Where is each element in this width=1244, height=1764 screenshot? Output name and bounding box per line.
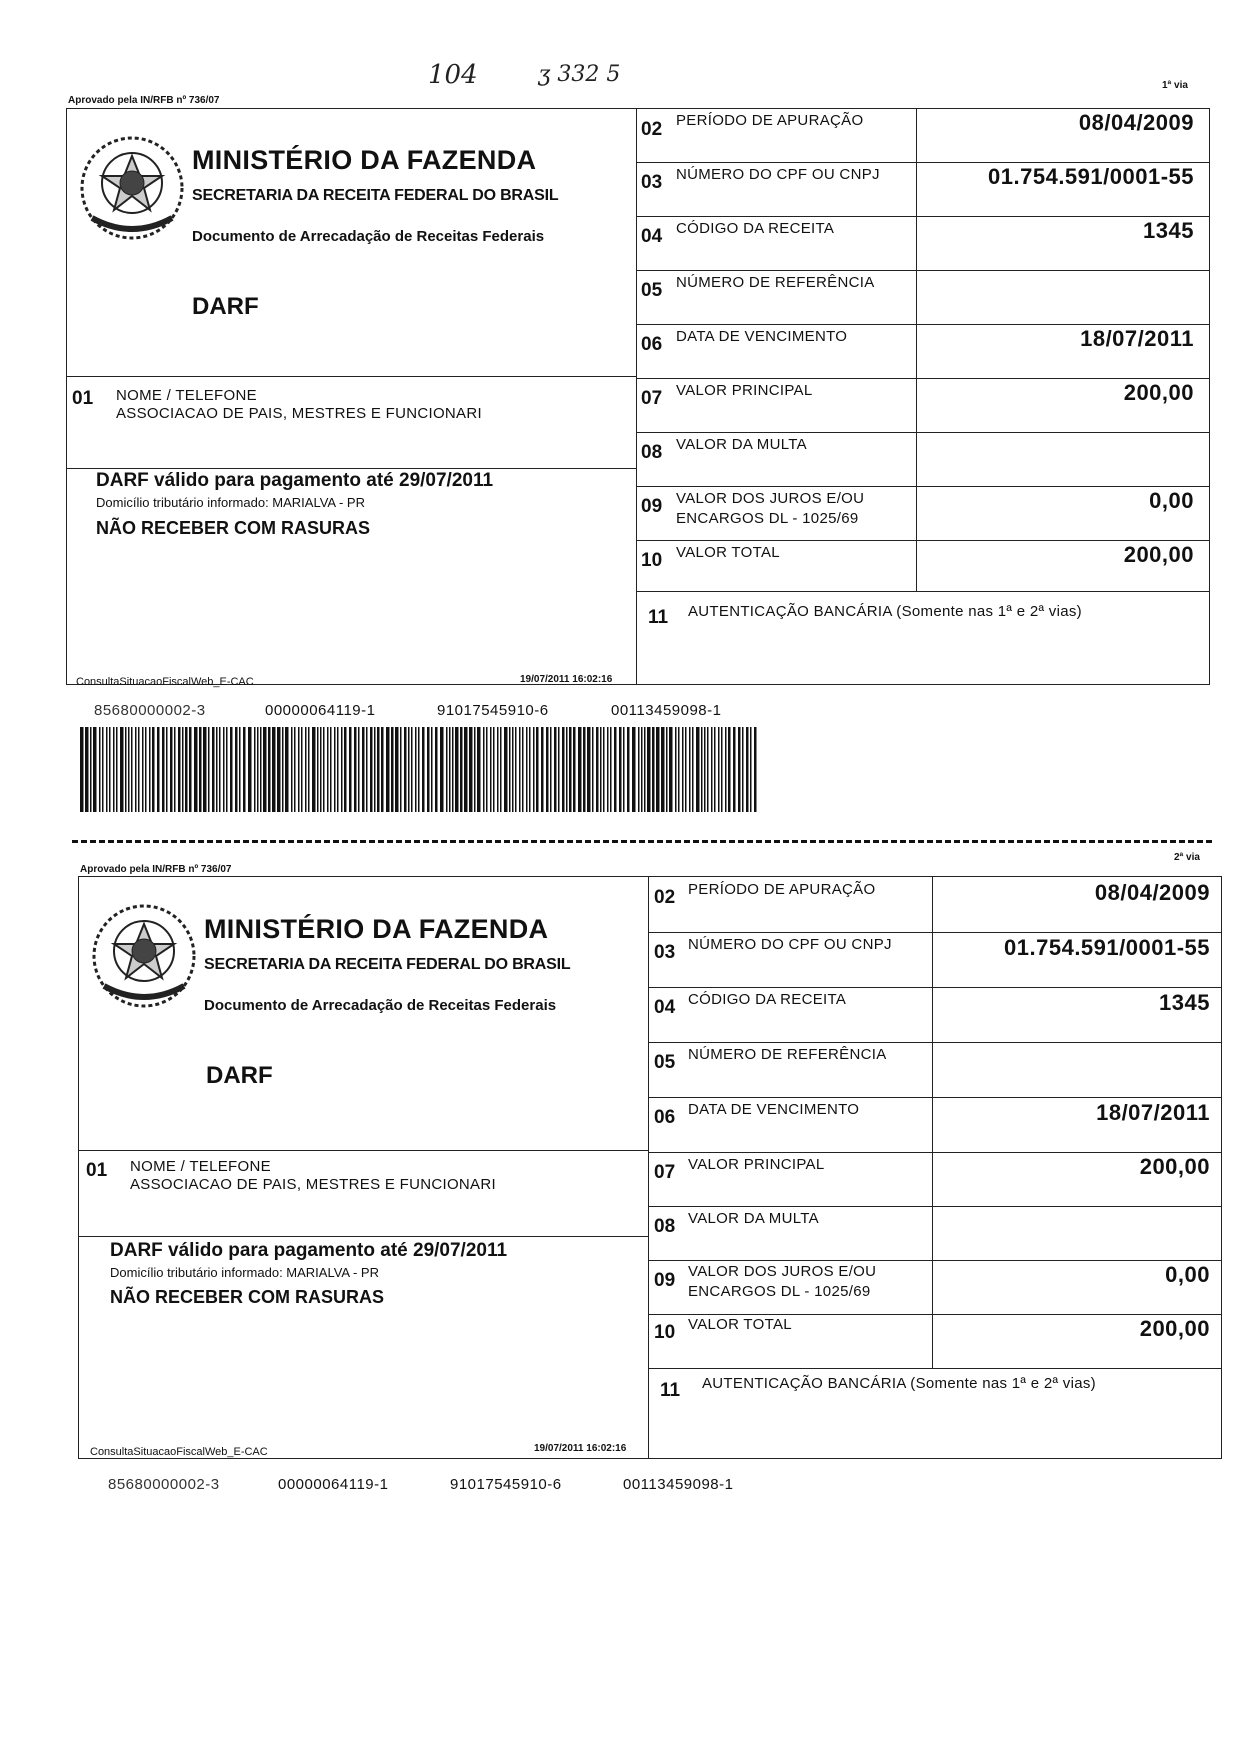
barcode-bar: [509, 727, 511, 812]
barcode-bar: [707, 727, 709, 812]
ministry-title: MINISTÉRIO DA FAZENDA: [192, 145, 537, 175]
barcode-bar: [226, 727, 228, 812]
barcode-bar: [474, 727, 476, 812]
barcode-bar: [738, 727, 741, 812]
barcode-bar: [515, 727, 517, 812]
barcode-bar: [106, 727, 108, 812]
barcode-bar: [285, 727, 289, 812]
barcode-bar: [268, 727, 271, 812]
coat-of-arms-icon: [84, 896, 204, 1016]
field-number: 03: [654, 942, 676, 963]
field-label: DATA DE VENCIMENTO: [688, 1101, 860, 1118]
barcode-bar: [638, 727, 640, 812]
field-number: 02: [641, 119, 663, 140]
barcode-bar: [125, 727, 127, 812]
barcode-bar: [536, 727, 539, 812]
name-phone-label: NOME / TELEFONE: [130, 1158, 271, 1175]
field-label: DATA DE VENCIMENTO: [676, 328, 848, 345]
no-erasures-warning: NÃO RECEBER COM RASURAS: [96, 518, 371, 538]
barcode-bar: [477, 727, 481, 812]
barcode-bar: [330, 727, 332, 812]
barcode-bar: [370, 727, 373, 812]
cut-line: [72, 840, 1212, 843]
via-label: 2ª via: [1174, 852, 1200, 863]
barcode-bar: [320, 727, 322, 812]
field-value: 08/04/2009: [1078, 110, 1194, 135]
field-label: NÚMERO DO CPF OU CNPJ: [688, 936, 892, 953]
timestamp: 19/07/2011 16:02:16: [534, 1443, 627, 1454]
document-title: Documento de Arrecadação de Receitas Federais: [192, 228, 545, 245]
field-label: VALOR TOTAL: [676, 544, 780, 561]
barcode-bar: [308, 727, 310, 812]
barcode-bar: [354, 727, 357, 812]
ministry-title: MINISTÉRIO DA FAZENDA: [204, 914, 549, 944]
barcode-bar: [500, 727, 502, 812]
barcode-digits-1: 85680000002-3: [108, 1476, 220, 1493]
barcode-bar: [90, 727, 92, 812]
barcode-bar: [178, 727, 181, 812]
barcode-bar: [334, 727, 336, 812]
barcode-bar: [131, 727, 133, 812]
field-value: 08/04/2009: [1094, 880, 1210, 905]
barcode-bar: [99, 727, 101, 812]
barcode-bar: [550, 727, 552, 812]
barcode-bar: [490, 727, 492, 812]
handwritten-note-1: 104: [428, 60, 478, 90]
barcode-bar: [219, 727, 221, 812]
barcode-bar: [216, 727, 218, 812]
barcode-bar: [569, 727, 572, 812]
barcode-bar: [596, 727, 599, 812]
barcode-bar: [607, 727, 609, 812]
field-value: 01.754.591/0001-55: [1004, 935, 1210, 960]
field-number: 08: [641, 442, 663, 463]
barcode-bar: [714, 727, 716, 812]
field-number: 10: [654, 1322, 676, 1343]
barcode-digits-4: 00113459098-1: [623, 1476, 734, 1493]
field-number: 04: [641, 226, 663, 247]
barcode-bar: [391, 727, 394, 812]
barcode-bar: [750, 727, 752, 812]
barcode-bar: [452, 727, 454, 812]
barcode-digits-3: 91017545910-6: [450, 1476, 562, 1493]
barcode-bar: [418, 727, 420, 812]
field-label: VALOR PRINCIPAL: [676, 382, 813, 399]
field-label: VALOR DA MULTA: [688, 1210, 819, 1227]
barcode-bar: [263, 727, 267, 812]
barcode-bar: [386, 727, 390, 812]
barcode-bar: [733, 727, 736, 812]
barcode-bar: [678, 727, 680, 812]
timestamp: 19/07/2011 16:02:16: [520, 674, 613, 685]
barcode-bar: [682, 727, 684, 812]
field-value: 200,00: [1123, 380, 1194, 405]
barcode-bar: [349, 727, 352, 812]
barcode-bar: [701, 727, 703, 812]
barcode-bar: [312, 727, 316, 812]
no-erasures-warning: NÃO RECEBER COM RASURAS: [110, 1287, 385, 1307]
barcode-bar: [619, 727, 622, 812]
barcode-bar: [725, 727, 727, 812]
barcode-bar: [272, 727, 276, 812]
field-label: VALOR DOS JUROS E/OU: [676, 490, 865, 507]
barcode-bar: [754, 727, 757, 812]
barcode-bar: [519, 727, 521, 812]
barcode-bar: [374, 727, 376, 812]
field-value: 18/07/2011: [1080, 326, 1194, 351]
barcode-bar: [282, 727, 284, 812]
barcode-bar: [248, 727, 252, 812]
barcode-bar: [504, 727, 508, 812]
barcode-bar: [431, 727, 433, 812]
field-label: NÚMERO DE REFERÊNCIA: [676, 274, 875, 291]
consult-source: ConsultaSituacaoFiscalWeb_E-CAC: [76, 676, 254, 688]
bank-authentication-label: AUTENTICAÇÃO BANCÁRIA (Somente nas 1ª e 2ª vias): [702, 1375, 1096, 1392]
barcode-bar: [305, 727, 307, 812]
field-value: 1345: [1159, 990, 1210, 1015]
name-phone-value: ASSOCIACAO DE PAIS, MESTRES E FUNCIONARI: [116, 405, 482, 422]
barcode-bar: [493, 727, 495, 812]
barcode-bar: [554, 727, 557, 812]
barcode-bar: [610, 727, 612, 812]
field-value: 18/07/2011: [1096, 1100, 1210, 1125]
field-label: VALOR TOTAL: [688, 1316, 792, 1333]
barcode-bar: [711, 727, 713, 812]
barcode-bar: [395, 727, 399, 812]
field-number: 02: [654, 887, 676, 908]
consult-source: ConsultaSituacaoFiscalWeb_E-CAC: [90, 1446, 268, 1458]
field-number: 01: [72, 388, 94, 409]
barcode: [80, 727, 760, 812]
barcode-bar: [116, 727, 118, 812]
barcode-bar: [573, 727, 576, 812]
bank-authentication-label: AUTENTICAÇÃO BANCÁRIA (Somente nas 1ª e 2ª vias): [688, 603, 1082, 620]
field-label: VALOR DOS JUROS E/OU: [688, 1263, 877, 1280]
barcode-digits-3: 91017545910-6: [437, 702, 549, 719]
secretariat-title: SECRETARIA DA RECEITA FEDERAL DO BRASIL: [192, 187, 559, 204]
field-number: 09: [654, 1270, 676, 1291]
barcode-bar: [260, 727, 262, 812]
barcode-bar: [327, 727, 329, 812]
barcode-bar: [603, 727, 605, 812]
field-value: 200,00: [1123, 542, 1194, 567]
barcode-bar: [142, 727, 144, 812]
barcode-bar: [652, 727, 655, 812]
barcode-bar: [526, 727, 528, 812]
barcode-bar: [185, 727, 188, 812]
barcode-bar: [728, 727, 731, 812]
barcode-bar: [415, 727, 417, 812]
barcode-bar: [113, 727, 115, 812]
barcode-bar: [718, 727, 720, 812]
barcode-digits-1: 85680000002-3: [94, 702, 206, 719]
field-value: 200,00: [1139, 1316, 1210, 1341]
barcode-digits-2: 00000064119-1: [265, 702, 376, 719]
barcode-bar: [746, 727, 749, 812]
field-number: 04: [654, 997, 676, 1018]
barcode-bar: [422, 727, 425, 812]
barcode-bar: [566, 727, 568, 812]
barcode-bar: [600, 727, 602, 812]
barcode-bar: [546, 727, 549, 812]
barcode-bar: [199, 727, 202, 812]
valid-until: DARF válido para pagamento até 29/07/2011: [96, 470, 494, 491]
barcode-bar: [277, 727, 281, 812]
barcode-bar: [644, 727, 646, 812]
field-value: 1345: [1143, 218, 1194, 243]
barcode-bar: [533, 727, 535, 812]
barcode-bar: [203, 727, 207, 812]
barcode-bar: [692, 727, 694, 812]
barcode-bar: [696, 727, 700, 812]
barcode-bar: [230, 727, 233, 812]
field-label: CÓDIGO DA RECEITA: [688, 991, 847, 1008]
barcode-bar: [93, 727, 97, 812]
field-number: 03: [641, 172, 663, 193]
barcode-bar: [578, 727, 582, 812]
field-label: NÚMERO DO CPF OU CNPJ: [676, 166, 880, 183]
barcode-bar: [440, 727, 444, 812]
barcode-bar: [675, 727, 677, 812]
barcode-bar: [362, 727, 365, 812]
field-number: 06: [654, 1107, 676, 1128]
barcode-bar: [208, 727, 210, 812]
field-number: 07: [654, 1162, 676, 1183]
barcode-bar: [174, 727, 176, 812]
barcode-bar: [377, 727, 380, 812]
barcode-bar: [85, 727, 89, 812]
barcode-bar: [298, 727, 300, 812]
field-label: VALOR PRINCIPAL: [688, 1156, 825, 1173]
barcode-bar: [641, 727, 643, 812]
barcode-bar: [483, 727, 485, 812]
barcode-bar: [358, 727, 360, 812]
barcode-bar: [138, 727, 140, 812]
barcode-bar: [656, 727, 660, 812]
barcode-bar: [194, 727, 198, 812]
barcode-bar: [239, 727, 241, 812]
name-phone-value: ASSOCIACAO DE PAIS, MESTRES E FUNCIONARI: [130, 1176, 496, 1193]
barcode-bar: [427, 727, 430, 812]
barcode-bar: [182, 727, 184, 812]
barcode-bar: [512, 727, 514, 812]
barcode-bar: [704, 727, 706, 812]
field-number: 06: [641, 334, 663, 355]
barcode-bar: [460, 727, 463, 812]
barcode-bar: [689, 727, 691, 812]
barcode-bar: [135, 727, 137, 812]
field-label: CÓDIGO DA RECEITA: [676, 220, 835, 237]
barcode-bar: [145, 727, 147, 812]
barcode-bar: [685, 727, 687, 812]
barcode-bar: [120, 727, 124, 812]
barcode-bar: [587, 727, 591, 812]
barcode-bar: [344, 727, 347, 812]
barcode-bar: [254, 727, 256, 812]
darf-label: DARF: [206, 1062, 273, 1089]
field-value: 200,00: [1139, 1154, 1210, 1179]
barcode-bar: [558, 727, 560, 812]
barcode-bar: [497, 727, 499, 812]
barcode-bar: [541, 727, 544, 812]
name-phone-label: NOME / TELEFONE: [116, 387, 257, 404]
barcode-bar: [366, 727, 368, 812]
barcode-bar: [449, 727, 451, 812]
barcode-bar: [464, 727, 468, 812]
approval-note: Aprovado pela IN/RFB nº 736/07: [80, 864, 232, 875]
barcode-bar: [294, 727, 296, 812]
field-label-line2: ENCARGOS DL - 1025/69: [688, 1283, 871, 1300]
barcode-bar: [522, 727, 524, 812]
barcode-bar: [102, 727, 104, 812]
field-value: 0,00: [1149, 488, 1194, 513]
coat-of-arms-icon: [72, 128, 192, 248]
barcode-bar: [157, 727, 160, 812]
barcode-bar: [149, 727, 151, 812]
barcode-bar: [301, 727, 303, 812]
handwritten-note-2: ʒ 332 5: [538, 62, 621, 87]
field-value: 01.754.591/0001-55: [988, 164, 1194, 189]
field-number: 09: [641, 496, 663, 517]
field-number: 11: [660, 1380, 681, 1401]
barcode-digits-2: 00000064119-1: [278, 1476, 389, 1493]
barcode-bar: [446, 727, 448, 812]
via-label: 1ª via: [1162, 80, 1188, 91]
field-label-line2: ENCARGOS DL - 1025/69: [676, 510, 859, 527]
barcode-bar: [435, 727, 438, 812]
approval-note: Aprovado pela IN/RFB nº 736/07: [68, 95, 220, 106]
valid-until: DARF válido para pagamento até 29/07/2011: [110, 1240, 508, 1261]
barcode-bar: [166, 727, 168, 812]
barcode-digits-4: 00113459098-1: [611, 702, 722, 719]
barcode-bar: [666, 727, 668, 812]
barcode-bar: [721, 727, 723, 812]
barcode-bar: [627, 727, 630, 812]
barcode-bar: [661, 727, 665, 812]
barcode-bar: [257, 727, 259, 812]
barcode-bar: [212, 727, 215, 812]
field-label: VALOR DA MULTA: [676, 436, 807, 453]
document-title: Documento de Arrecadação de Receitas Federais: [204, 997, 557, 1014]
barcode-bar: [404, 727, 407, 812]
barcode-bar: [614, 727, 617, 812]
field-number: 11: [648, 607, 669, 628]
domicile: Domicílio tributário informado: MARIALVA - PR: [96, 495, 365, 510]
barcode-bar: [455, 727, 459, 812]
barcode-bar: [162, 727, 165, 812]
barcode-bar: [592, 727, 594, 812]
barcode-bar: [381, 727, 384, 812]
field-label: PERÍODO DE APURAÇÃO: [688, 881, 876, 898]
barcode-bar: [486, 727, 488, 812]
barcode-bar: [341, 727, 343, 812]
barcode-bar: [400, 727, 402, 812]
barcode-bar: [647, 727, 651, 812]
barcode-bar: [529, 727, 531, 812]
field-number: 05: [641, 280, 663, 301]
field-number: 08: [654, 1216, 676, 1237]
barcode-bar: [152, 727, 155, 812]
barcode-bar: [623, 727, 625, 812]
barcode-bar: [583, 727, 586, 812]
barcode-bar: [469, 727, 473, 812]
barcode-bar: [411, 727, 413, 812]
barcode-bar: [170, 727, 173, 812]
barcode-bar: [317, 727, 319, 812]
field-number: 10: [641, 550, 663, 571]
field-label: PERÍODO DE APURAÇÃO: [676, 112, 864, 129]
barcode-bar: [632, 727, 636, 812]
barcode-bar: [80, 727, 84, 812]
barcode-bar: [109, 727, 111, 812]
field-number: 01: [86, 1160, 108, 1181]
field-number: 05: [654, 1052, 676, 1073]
barcode-bar: [235, 727, 238, 812]
barcode-bar: [223, 727, 225, 812]
darf-label: DARF: [192, 293, 259, 320]
field-number: 07: [641, 388, 663, 409]
barcode-bar: [742, 727, 744, 812]
barcode-bar: [128, 727, 130, 812]
barcode-bar: [323, 727, 325, 812]
barcode-bar: [408, 727, 410, 812]
barcode-bar: [562, 727, 565, 812]
barcode-bar: [189, 727, 192, 812]
barcode-bar: [337, 727, 339, 812]
field-value: 0,00: [1165, 1262, 1210, 1287]
barcode-bar: [291, 727, 293, 812]
barcode-bar: [669, 727, 673, 812]
barcode-bar: [243, 727, 246, 812]
secretariat-title: SECRETARIA DA RECEITA FEDERAL DO BRASIL: [204, 956, 571, 973]
field-label: NÚMERO DE REFERÊNCIA: [688, 1046, 887, 1063]
domicile: Domicílio tributário informado: MARIALVA - PR: [110, 1265, 379, 1280]
